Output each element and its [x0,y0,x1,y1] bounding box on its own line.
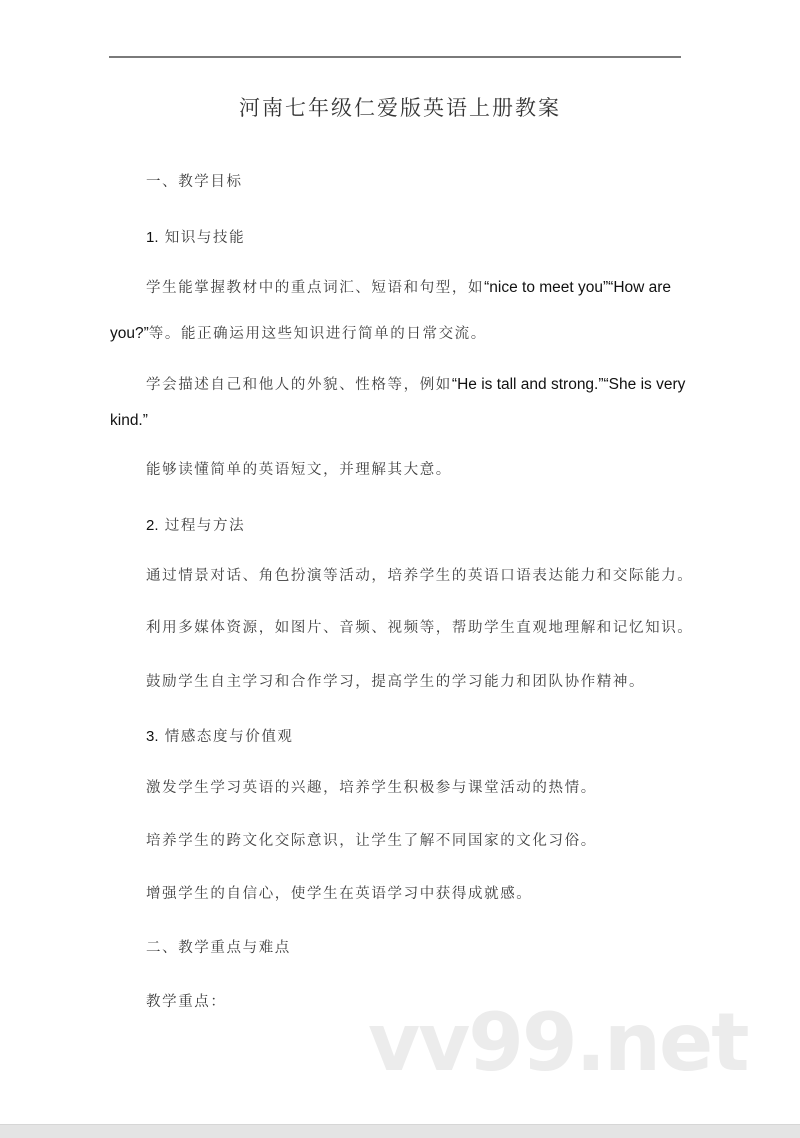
subheading-1 [146,226,245,247]
paragraph-3: 能够读懂简单的英语短文，并理解其大意。 [146,462,452,478]
subheading-label: 过程与方法 [164,518,246,534]
subheading-number: 1. [146,229,159,246]
section-heading-2: 二、教学重点与难点 [146,940,291,956]
english-example: “nice to meet you”“How are [484,279,672,296]
subheading-number: 2. [146,517,159,534]
paragraph-5: 利用多媒体资源，如图片、音频、视频等，帮助学生直观地理解和记忆知识。 [146,620,694,636]
subheading-label: 知识与技能 [164,230,246,246]
paragraph-2-line-1 [146,373,685,394]
paragraph-8: 培养学生的跨文化交际意识，让学生了解不同国家的文化习俗。 [146,833,597,849]
paragraph-1-line-2 [110,322,487,343]
paragraph-10: 教学重点： [146,994,227,1010]
paragraph-6: 鼓励学生自主学习和合作学习，提高学生的学习能力和团队协作精神。 [146,674,646,690]
paragraph-7: 激发学生学习英语的兴趣，培养学生积极参与课堂活动的热情。 [146,780,597,796]
subheading-2 [146,514,245,535]
subheading-number: 3. [146,728,159,745]
english-example: “He is tall and strong.”“She is very [451,376,686,393]
paragraph-text: 学生能掌握教材中的重点词汇、短语和句型，如 [146,280,485,296]
paragraph-4: 通过情景对话、角色扮演等活动，培养学生的英语口语表达能力和交际能力。 [146,568,694,584]
subheading-3 [146,725,294,746]
paragraph-text: 学会描述自己和他人的外貌、性格等，例如 [146,377,452,393]
paragraph-9: 增强学生的自信心，使学生在英语学习中获得成就感。 [146,886,533,902]
page-bottom-edge [0,1124,800,1138]
paragraph-2-line-2 [110,412,148,430]
paragraph-1-line-1 [146,276,671,297]
english-example: kind.” [110,412,148,429]
english-example: you?” [110,325,149,342]
paragraph-text: 等。能正确运用这些知识进行简单的日常交流。 [148,326,487,342]
section-heading-1: 一、教学目标 [146,174,243,190]
document-title: 河南七年级仁爱版英语上册教案 [239,96,561,120]
header-rule [109,56,681,58]
subheading-label: 情感态度与价值观 [164,729,294,745]
watermark: vv99.net [368,996,748,1089]
